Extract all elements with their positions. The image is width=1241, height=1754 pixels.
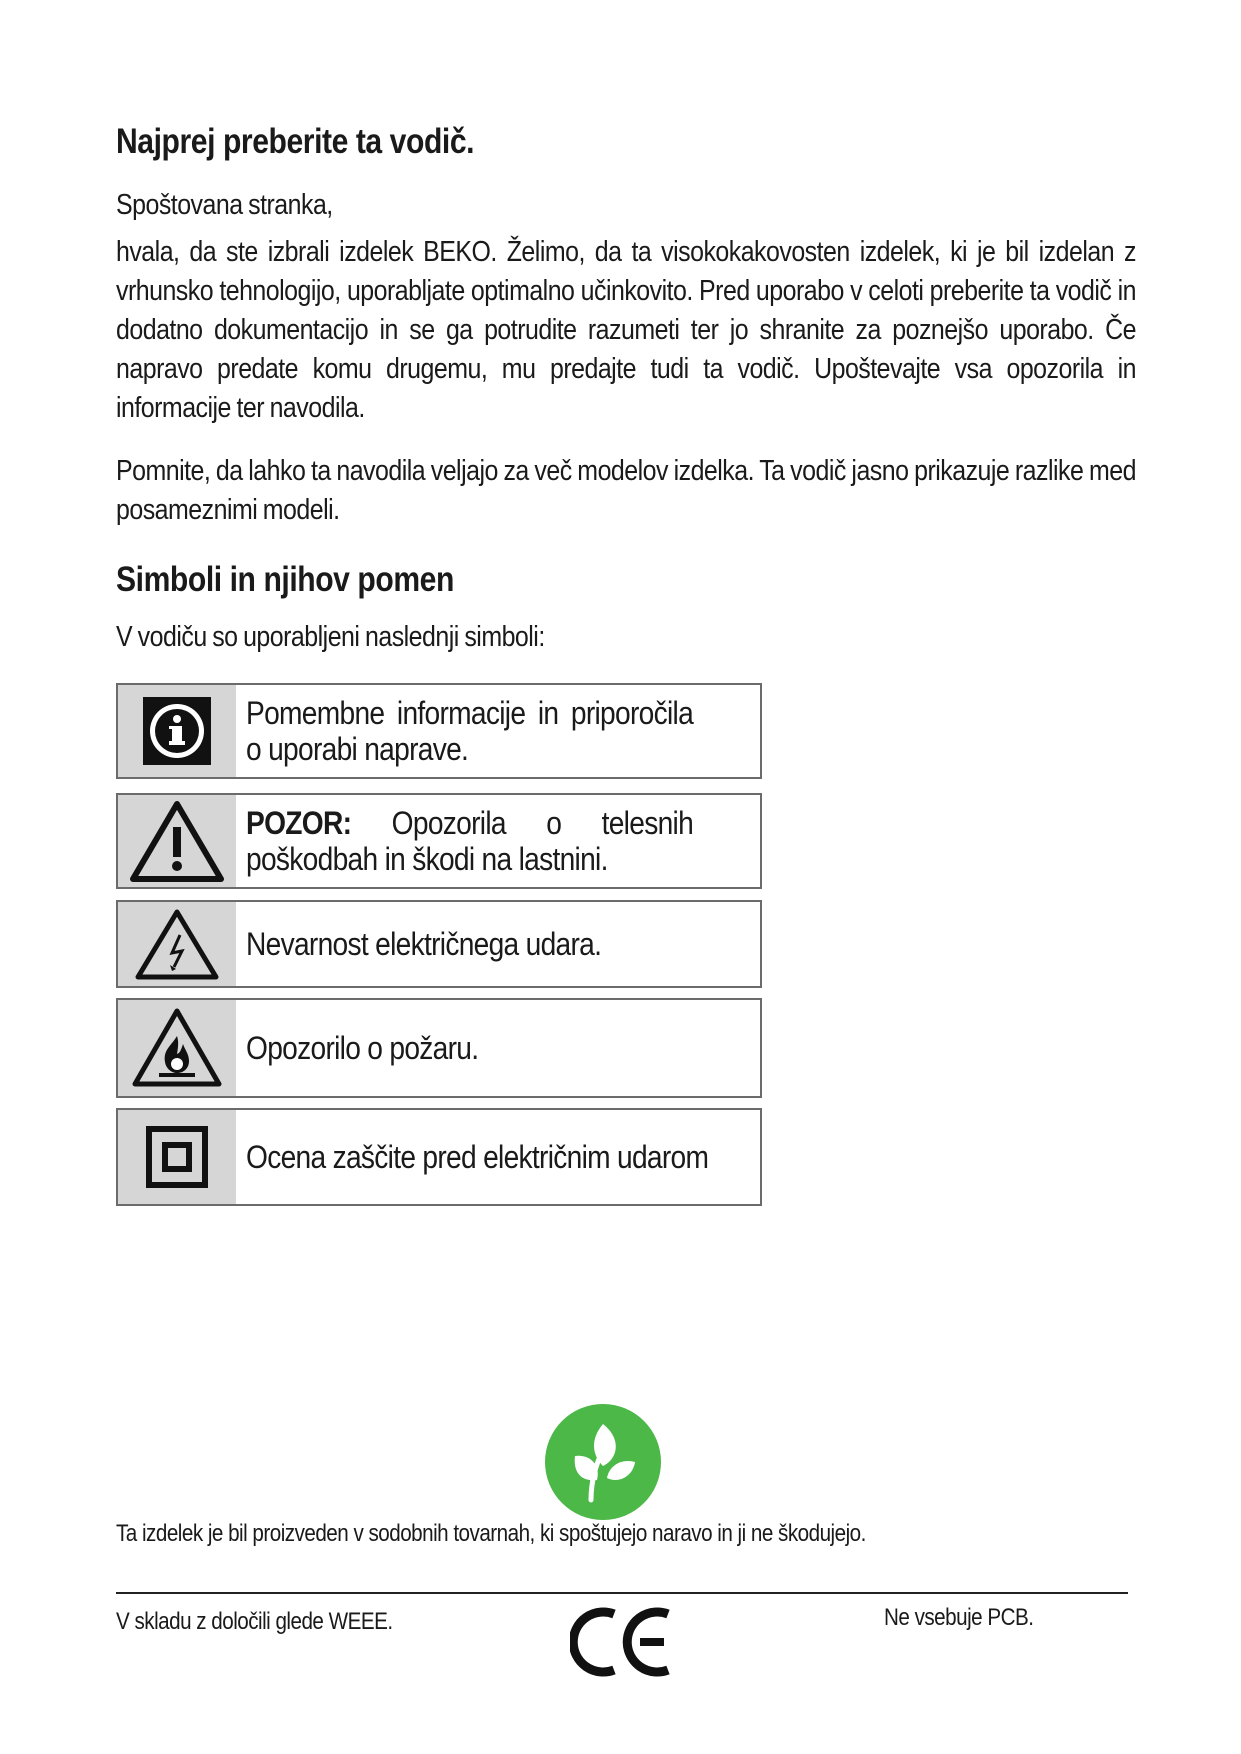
symbols-heading	[116, 560, 509, 600]
pcb-text	[884, 1604, 1058, 1632]
symbol-text	[246, 685, 754, 777]
eco-statement	[116, 1520, 988, 1548]
greeting	[116, 186, 1136, 225]
symbols-intro	[116, 618, 1136, 657]
symbol-text-fire: Opozorilo o požaru.	[246, 1030, 479, 1066]
info-icon	[118, 685, 236, 777]
symbols-intro-text: V vodiču so uporabljeni naslednji simboli:	[116, 621, 545, 653]
models-paragraph: Pomnite, da lahko ta navodila veljajo za več modelov izdelka. Ta vodič jasno prikazuje razlike med posameznimi modeli.	[116, 455, 1136, 526]
symbol-text-protection: Ocena zaščite pred električnim udarom	[246, 1139, 709, 1175]
symbol-text-warning	[246, 805, 693, 877]
ce-mark-icon	[570, 1606, 674, 1678]
symbol-row-protection	[116, 1108, 762, 1206]
symbol-row-fire	[116, 998, 762, 1098]
page-title-text: Najprej preberite ta vodič.	[116, 122, 475, 161]
divider	[116, 1592, 1128, 1594]
electric-shock-icon	[118, 902, 236, 986]
eco-statement-text: Ta izdelek je bil proizveden v sodobnih tovarnah, ki spoštujejo naravo in ji ne škodujejo.	[116, 1520, 866, 1547]
leaf-icon	[545, 1404, 661, 1520]
protection-class-icon	[118, 1110, 236, 1204]
weee-text-content: V skladu z določili glede WEEE.	[116, 1608, 393, 1635]
symbol-text	[246, 902, 754, 986]
warning-text: Opozorila o telesnih poškodbah in škodi na lastnini.	[246, 805, 694, 877]
page-title	[116, 122, 532, 162]
symbol-row-warning	[116, 793, 762, 889]
warning-icon	[118, 795, 236, 887]
symbol-row-info	[116, 683, 762, 779]
symbol-text	[246, 1110, 754, 1204]
pcb-text-content: Ne vsebuje PCB.	[884, 1604, 1034, 1631]
symbol-text-electric: Nevarnost električnega udara.	[246, 926, 602, 962]
symbol-text	[246, 795, 754, 887]
symbols-heading-text: Simboli in njihov pomen	[116, 560, 454, 599]
greeting-text: Spoštovana stranka,	[116, 189, 333, 221]
fire-icon	[118, 1000, 236, 1096]
eco-logo	[545, 1404, 661, 1520]
symbol-text-info: Pomembne informacije in priporočila o uporabi naprave.	[246, 695, 694, 767]
warning-label: POZOR:	[246, 805, 352, 841]
weee-text	[116, 1608, 438, 1636]
symbol-row-electric	[116, 900, 762, 988]
intro-paragraph: hvala, da ste izbrali izdelek BEKO. Želimo, da ta visokokakovosten izdelek, ki je bil izdelan z vrhunsko tehnologijo, uporabljate optimalno učinkovito. Pred uporabo v celoti preberite ta vodič in dodatno dokumentacijo in se ga potrudite razumeti ter jo shranite za poznejšo uporabo. Če napravo predate komu drugemu, mu predajte tudi ta vodič. Upoštevajte vsa opozorila in informacije ter navodila.	[116, 236, 1136, 424]
symbol-text	[246, 1000, 754, 1096]
ce-mark	[570, 1606, 674, 1678]
